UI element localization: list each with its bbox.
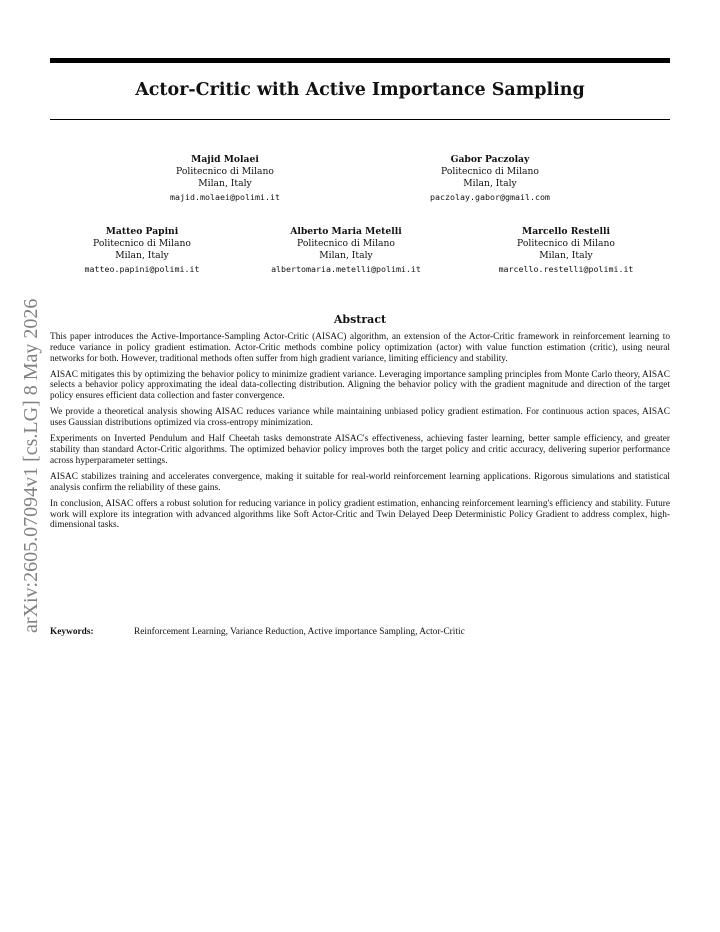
title-bottom-rule <box>50 119 670 120</box>
abstract-paragraph: AISAC stabilizes training and accelerates convergence, making it suitable for real-world reinforcement learning applications. Rigorous simulations and statistical analysis confirm the reliability of these gains. <box>50 471 670 493</box>
abstract-paragraph: In conclusion, AISAC offers a robust solution for reducing variance in policy gradient estimation, enhancing reinforcement learning's efficiency and stability. Future work will explore its integration with advanced algorithms like Soft Actor-Critic and Twin Delayed Deep Deterministic Policy Gradient to address complex, high-dimensional tasks. <box>50 498 670 531</box>
author-email: majid.molaei@polimi.it <box>170 191 280 202</box>
author-location: Milan, Italy <box>463 178 517 190</box>
author-affiliation: Politecnico di Milano <box>297 238 395 250</box>
author-name: Gabor Paczolay <box>450 154 530 165</box>
abstract-paragraph: We provide a theoretical analysis showing AISAC reduces variance while maintaining unbiased policy gradient estimation. For continuous action spaces, AISAC uses Gaussian distributions optimized via cross-entropy minimization. <box>50 407 670 429</box>
author-location: Milan, Italy <box>539 250 593 262</box>
title-top-rule <box>50 58 670 63</box>
author-name: Marcello Restelli <box>522 226 610 237</box>
author-location: Milan, Italy <box>319 250 373 262</box>
author-affiliation: Politecnico di Milano <box>93 238 191 250</box>
author-email: matteo.papini@polimi.it <box>84 263 200 274</box>
author-name: Alberto Maria Metelli <box>290 226 402 237</box>
arxiv-identifier: arXiv:2605.07094v1 [cs.LG] 8 May 2026 <box>20 298 42 633</box>
author-block <box>56 226 228 275</box>
author-block <box>236 226 456 275</box>
author-email: marcello.restelli@polimi.it <box>498 263 634 274</box>
author-affiliation: Politecnico di Milano <box>176 166 274 178</box>
author-name: Matteo Papini <box>105 226 179 237</box>
author-location: Milan, Italy <box>198 178 252 190</box>
abstract-heading: Abstract <box>333 313 387 326</box>
author-email: albertomaria.metelli@polimi.it <box>271 263 421 274</box>
author-affiliation: Politecnico di Milano <box>517 238 615 250</box>
author-email: paczolay.gabor@gmail.com <box>430 191 550 202</box>
author-name: Majid Molaei <box>191 154 259 165</box>
abstract-body <box>50 332 670 537</box>
paper-title: Actor-Critic with Active Importance Sampling <box>135 80 585 100</box>
abstract-paragraph: Experiments on Inverted Pendulum and Half Cheetah tasks demonstrate AISAC's effectiveness, achieving faster learning, better sample efficiency, and greater stability than standard Actor-Critic algorithms. The optimized behavior policy improves both the target policy and critic accuracy, delivering superior performance across hyperparameter settings. <box>50 434 670 466</box>
abstract-paragraph: AISAC mitigates this by optimizing the behavior policy to minimize gradient variance. Leveraging importance sampling principles from Monte Carlo theory, AISAC selects a behavior policy approximating the ideal data-collecting distribution. Aligning the behavior policy with the gradient magnitude and direction of the target policy ensures efficient data collection and faster convergence. <box>50 369 670 402</box>
author-affiliation: Politecnico di Milano <box>441 166 539 178</box>
author-location: Milan, Italy <box>115 250 169 262</box>
author-block <box>462 226 670 275</box>
author-block <box>395 154 585 203</box>
keywords-label: Keywords: <box>50 627 94 637</box>
author-block <box>145 154 305 203</box>
keywords-list: Reinforcement Learning, Variance Reduction, Active importance Sampling, Actor-Critic <box>134 627 465 637</box>
abstract-paragraph: This paper introduces the Active-Importance-Sampling Actor-Critic (AISAC) algorithm, an extension of the Actor-Critic framework in reinforcement learning to reduce variance in policy gradient estimation. Actor-Critic methods combine policy optimization (actor) with value function estimation (critic), using neural networks for both. However, traditional methods often suffer from high gradient variance, limiting efficiency and stability. <box>50 332 670 364</box>
